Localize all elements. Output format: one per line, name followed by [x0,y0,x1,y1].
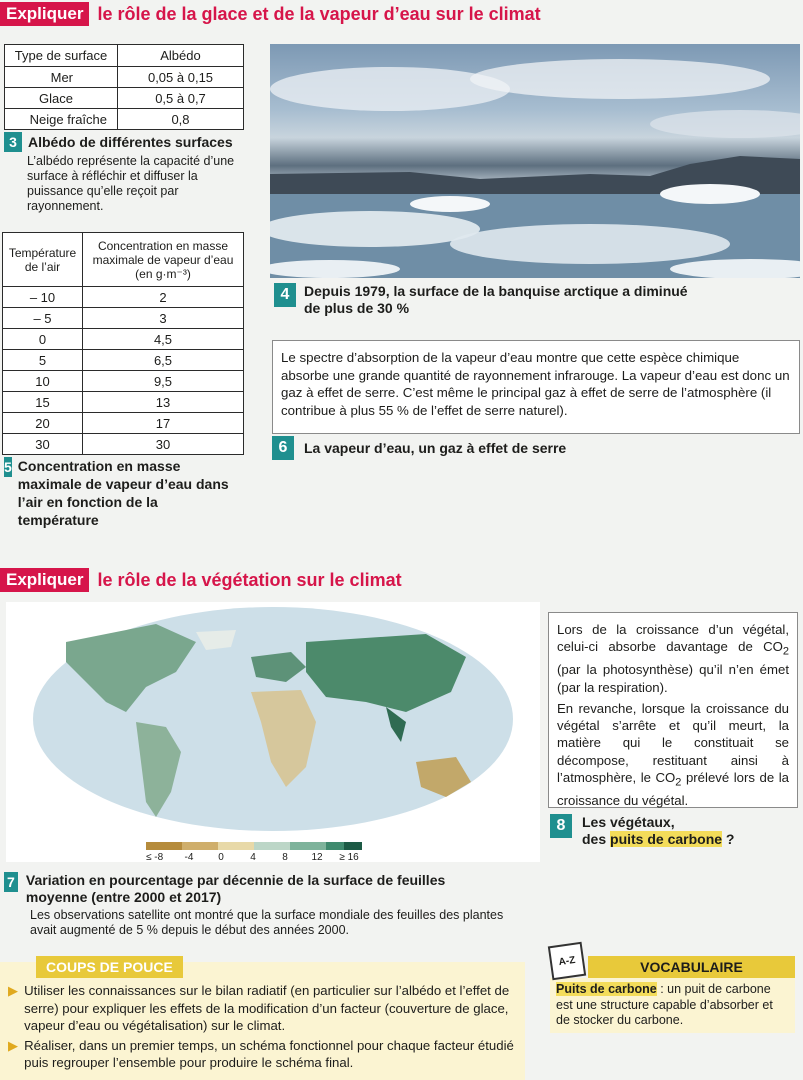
table-cell: 17 [83,413,244,434]
tips-heading: COUPS DE POUCE [36,956,183,978]
text-segment: Lors de la croissance d’un végétal, celui-ci absorbe davantage de CO [557,622,789,655]
table-cell: 30 [3,434,83,455]
legend-swatch [146,842,164,850]
doc-title-line1: Les végétaux, [582,814,675,830]
subscript: 2 [782,645,789,658]
table-row [5,88,244,109]
doc-title: Variation en pourcentage par décennie de la surface de feuilles moyenne (entre 2000 et 2017) [25,872,446,905]
doc-number: 3 [4,132,22,152]
table-header: Température de l’air [3,233,83,287]
subscript: 2 [675,776,682,789]
tips-text: Utiliser les connaissances sur le bilan radiatif (en particulier sur l’albédo et l’effet de serre) pour expliquer les effets de la modification d’un facteur (couverture de glace, vapeur d’eau ou végétalisation) sur le climat. [24,983,510,1033]
doc-title: La vapeur d’eau, un gaz à effet de serre [304,439,567,456]
vocab-definition: : un puit de carbone est une structure capable d’absorber et de stocker du carbone. [556,982,773,1027]
table-cell: 0 [3,329,83,350]
table-row [3,350,244,371]
tips-item [8,1037,517,1072]
vocab-term: Puits de carbone [556,982,657,996]
table-row [3,434,244,455]
highlighted-term: puits de carbone [610,831,723,847]
table-row [3,308,244,329]
section-title: le rôle de la glace et de la vapeur d’eau sur le climat [97,3,541,24]
doc-title: Concentration en masse maximale de vapeur d’eau dans l’air en fonction de la température [17,458,229,528]
table-cell: – 5 [3,308,83,329]
table-header: Albédo [118,45,244,67]
table-row [3,287,244,308]
table-cell: 30 [83,434,244,455]
world-map-image [6,602,540,837]
legend-label: 4 [250,852,256,863]
legend-label: -4 [184,852,194,863]
doc8-box [548,612,798,808]
table-cell: 0,8 [118,109,244,130]
table-header: Type de surface [5,45,118,67]
legend-swatch [344,842,362,850]
text-segment: ? [722,831,735,847]
doc4-caption [274,283,794,317]
explain-tag: Expliquer [0,568,89,592]
tips-text: Réaliser, dans un premier temps, un schéma fonctionnel pour chaque facteur étudié puis regrouper l’ensemble pour produire le schéma final. [24,1037,514,1070]
doc6-text: Le spectre d’absorption de la vapeur d’eau montre que cette espèce chimique absorbe une grande quantité de rayonnement infrarouge. La vapeur d’eau est donc un gaz à effet de serre. C’est même le principal gaz à effet de serre de l’atmosphère (il contribue à plus 55 % de l’effet de serre naturel). [281,350,790,418]
table-cell: 0,05 à 0,15 [118,67,244,88]
doc-title-line1: Depuis 1979, la surface de la banquise arctique a diminué [304,283,688,299]
doc3-caption [4,132,249,214]
doc-number: 8 [550,814,572,838]
doc5-caption [4,457,234,529]
doc8-paragraph-1 [557,621,789,696]
legend-swatch [200,842,218,850]
doc7-caption [4,872,504,938]
doc-number: 4 [274,283,296,307]
table-cell: Mer [5,67,118,88]
table-cell: Glace [5,88,118,109]
table-row [3,329,244,350]
dictionary-icon: A-Z [548,942,586,980]
vegetation-map-panel [6,602,540,862]
albedo-table [4,44,244,130]
ice-landscape-image [270,44,800,278]
legend-swatch [218,842,236,850]
table-row [5,109,244,130]
legend-label: 12 [311,852,323,863]
vocabulary-panel [550,944,795,1033]
map-legend [146,842,364,863]
legend-label: ≥ 16 [339,852,359,863]
arrow-icon: ▶ [8,1037,19,1053]
legend-swatch [272,842,290,850]
table-cell: 20 [3,413,83,434]
table-cell: 3 [83,308,244,329]
table-row [5,67,244,88]
table-cell: 2 [83,287,244,308]
doc8-caption [550,814,735,848]
doc-number: 5 [4,459,12,475]
legend-swatch [308,842,326,850]
section-heading-vegetation [0,568,402,592]
table-row [3,413,244,434]
table-cell: 4,5 [83,329,244,350]
doc-title: Albédo de différentes surfaces [28,133,233,150]
text-segment: En revanche, lorsque la croissance du végétal s’arrête et qu’il meurt, la matière qui le constituait se décompose, restituant ainsi à l’atmosphère, le CO [557,700,789,786]
doc-description: L’albédo représente la capacité d’une surface à réfléchir et diffuser la puissance qu’elle reçoit par rayonnement. [27,154,235,213]
table-cell: 5 [3,350,83,371]
table-header: Concentration en masse maximale de vapeur d’eau (en g·m⁻³) [83,233,244,287]
vapor-concentration-table [2,232,244,455]
doc-title-line2: de plus de 30 % [304,300,410,316]
vocabulary-heading: VOCABULAIRE [588,956,795,978]
explain-tag: Expliquer [0,2,89,26]
legend-label: 0 [218,852,224,863]
table-row [3,392,244,413]
table-cell: 0,5 à 0,7 [118,88,244,109]
table-cell: 6,5 [83,350,244,371]
text-segment: (par la photosynthèse) qu’il n’en émet (par la respiration). [557,662,789,695]
doc-number: 6 [272,436,294,460]
doc-description: Les observations satellite ont montré que la surface mondiale des feuilles des plantes avait augmenté de 5 % depuis le début des années 2000. [30,908,504,937]
legend-swatch [254,842,272,850]
table-cell: – 10 [3,287,83,308]
legend-swatch [182,842,200,850]
doc6-box [272,340,800,434]
table-row [3,371,244,392]
arrow-icon: ▶ [8,983,19,998]
doc-number: 7 [4,872,18,892]
legend-label: ≤ -8 [146,852,164,863]
doc6-caption [272,436,566,460]
tips-item [8,982,517,1035]
section-heading-ice-vapor [0,2,541,26]
table-cell: Neige fraîche [5,109,118,130]
table-cell: 15 [3,392,83,413]
text-segment: des [582,831,611,847]
doc8-paragraph-2 [557,700,789,809]
arctic-ice-photo [270,44,800,278]
legend-label: 8 [282,852,288,863]
table-cell: 9,5 [83,371,244,392]
section-title: le rôle de la végétation sur le climat [97,569,402,590]
tips-panel [0,959,525,1080]
text-segment: prélevé lors de la croissance du végétal. [557,770,790,808]
doc-title-line2 [582,831,735,848]
legend-swatch [164,842,182,850]
table-cell: 10 [3,371,83,392]
legend-swatch [326,842,344,850]
legend-swatch [236,842,254,850]
legend-swatch [290,842,308,850]
table-cell: 13 [83,392,244,413]
